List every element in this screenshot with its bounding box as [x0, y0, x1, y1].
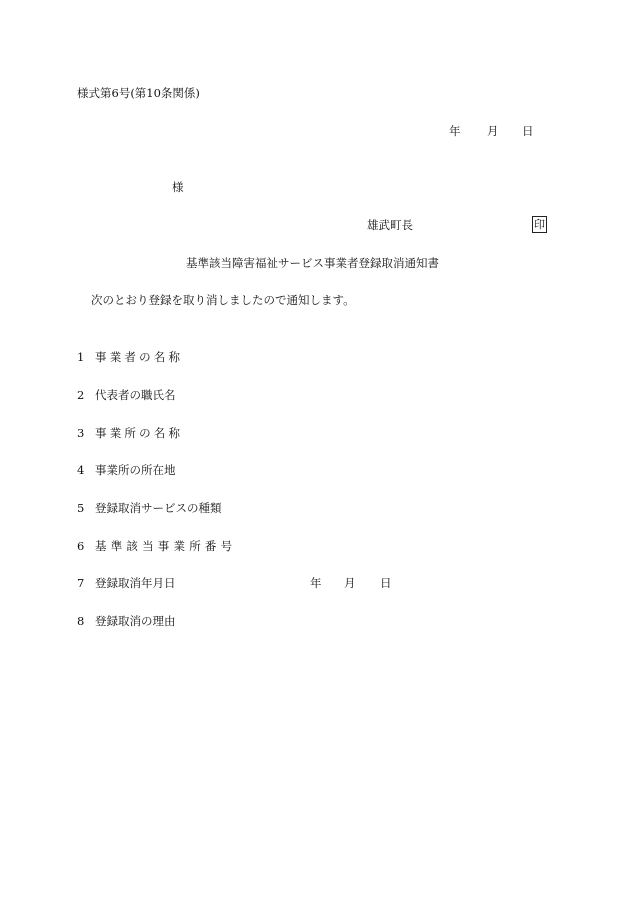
- item-label: 事業者の名称: [95, 350, 184, 364]
- issuer-name: 雄武町長: [367, 218, 413, 232]
- item-label: 登録取消の理由: [95, 614, 176, 628]
- item-label: 登録取消年月日: [95, 576, 176, 590]
- addressee-honorific: 様: [172, 180, 184, 194]
- item-label: 事業所の名称: [95, 426, 184, 440]
- item-number: 7: [77, 576, 85, 590]
- item-service-type: [77, 501, 222, 515]
- form-number: 様式第6号(第10条関係): [77, 86, 200, 100]
- cancel-date-month-label: 月: [344, 576, 356, 590]
- date-month-label: 月: [487, 124, 499, 138]
- item-number: 2: [77, 388, 85, 402]
- item-label: 登録取消サービスの種類: [95, 501, 222, 515]
- item-label: 代表者の職氏名: [95, 388, 176, 402]
- item-number: 1: [77, 350, 85, 364]
- item-cancel-reason: [77, 614, 176, 628]
- item-office-address: [77, 463, 176, 477]
- notice-body: 次のとおり登録を取り消しましたので通知します。: [91, 293, 355, 307]
- item-office-number: [77, 539, 236, 553]
- document-title: 基準該当障害福祉サービス事業者登録取消通知書: [186, 256, 439, 270]
- item-number: 4: [77, 463, 85, 477]
- item-label: 事業所の所在地: [95, 463, 176, 477]
- seal-mark: 印: [534, 218, 545, 231]
- item-number: 5: [77, 501, 85, 515]
- item-representative: [77, 388, 176, 402]
- item-business-name: [77, 350, 183, 364]
- cancel-date-year-label: 年: [310, 576, 322, 590]
- item-cancel-date: [77, 576, 176, 590]
- date-day-label: 日: [522, 124, 534, 138]
- item-number: 6: [77, 539, 85, 553]
- item-number: 8: [77, 614, 85, 628]
- item-label: 基準該当事業所番号: [95, 539, 237, 553]
- item-number: 3: [77, 426, 85, 440]
- item-office-name: [77, 426, 183, 440]
- date-year-label: 年: [449, 124, 461, 138]
- cancel-date-day-label: 日: [380, 576, 392, 590]
